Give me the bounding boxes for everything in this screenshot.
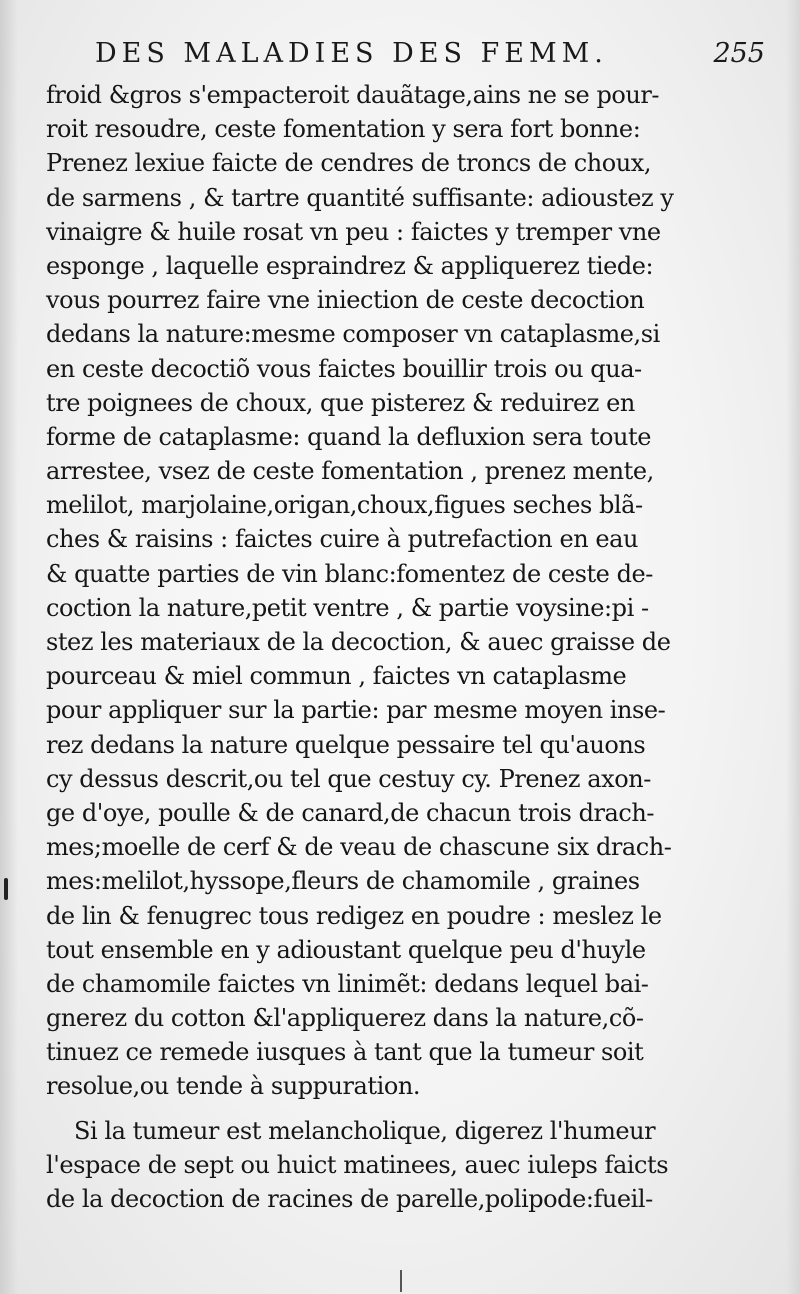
- gutter-shadow: [0, 0, 18, 1294]
- text-line: de chamomile faictes vn linimẽt: dedans lequel bai-: [46, 969, 649, 998]
- text-line: gnerez du cotton &l'appliquerez dans la nature,cõ-: [46, 1004, 644, 1033]
- text-line: tinuez ce remede iusques à tant que la tumeur soit: [46, 1038, 644, 1067]
- text-line: froid &gros s'empacteroit dauãtage,ains ne se pour-: [46, 81, 660, 109]
- text-line: melilot, marjolaine,origan,choux,figues seches blã-: [46, 491, 643, 520]
- text-line: roit resoudre, ceste fomentation y sera fort bonne:: [46, 115, 641, 144]
- text-line: de sarmens , & tartre quantité suffisante: adioustez y: [46, 183, 674, 212]
- text-line: vinaigre & huile rosat vn peu : faictes y tremper vne: [46, 217, 661, 246]
- text-line: Si la tumeur est melancholique, digerez l'humeur: [74, 1116, 656, 1145]
- text-line: tre poignees de choux, que pisterez & reduirez en: [46, 388, 635, 417]
- running-head-title: DES MALADIES DES FEMM.: [95, 38, 608, 69]
- text-line: pourceau & miel commun , faictes vn cataplasme: [46, 662, 627, 691]
- text-line: resolue,ou tende à suppuration.: [46, 1072, 421, 1101]
- text-line: de la decoction de racines de parelle,polipode:fueil-: [46, 1185, 653, 1213]
- text-line: Prenez lexiue faicte de cendres de troncs de choux,: [46, 149, 652, 178]
- text-line: cy dessus descrit,ou tel que cestuy cy. Prenez axon-: [46, 764, 651, 793]
- edge-shadow: [786, 0, 800, 1294]
- text-line: de lin & fenugrec tous redigez en poudre : meslez le: [46, 901, 662, 930]
- paragraph-1: [46, 78, 746, 1104]
- text-line: pour appliquer sur la partie: par mesme moyen inse-: [46, 696, 666, 725]
- text-line: esponge , laquelle espraindrez & appliquerez tiede:: [46, 251, 654, 280]
- page-number: 255: [713, 38, 765, 69]
- text-line: mes;moelle de cerf & de veau de chascune six drach-: [46, 833, 672, 862]
- text-line: arrestee, vsez de ceste fomentation , prenez mente,: [46, 457, 654, 486]
- text-line: forme de cataplasme: quand la defluxion sera toute: [46, 422, 651, 451]
- text-line: ge d'oye, poulle & de canard,de chacun trois drach-: [46, 798, 655, 827]
- text-line: mes:melilot,hyssope,fleurs de chamomile , graines: [46, 867, 640, 896]
- text-line: stez les materiaux de la decoction, & auec graisse de: [46, 628, 671, 656]
- text-line: l'espace de sept ou huict matinees, auec iuleps faicts: [46, 1150, 669, 1179]
- bottom-mark: [400, 1270, 402, 1292]
- text-line: en ceste decoctiõ vous faictes bouillir trois ou qua-: [46, 354, 642, 383]
- text-line: dedans la nature:mesme composer vn cataplasme,si: [46, 320, 660, 349]
- paragraph-gap: [46, 1104, 746, 1114]
- running-head: [95, 34, 765, 80]
- text-line: tout ensemble en y adioustant quelque peu d'huyle: [46, 935, 646, 964]
- text-line: ches & raisins : faictes cuire à putrefaction en eau: [46, 525, 639, 554]
- body-text: [46, 78, 746, 1216]
- text-line: & quatte parties de vin blanc:fomentez de ceste de-: [46, 559, 653, 588]
- margin-mark: [4, 878, 8, 900]
- text-line: vous pourrez faire vne iniection de ceste decoction: [46, 286, 645, 315]
- paragraph-2: [46, 1114, 746, 1217]
- text-line: coction la nature,petit ventre , & partie voysine:pi -: [46, 593, 649, 622]
- text-line: rez dedans la nature quelque pessaire tel qu'auons: [46, 730, 646, 759]
